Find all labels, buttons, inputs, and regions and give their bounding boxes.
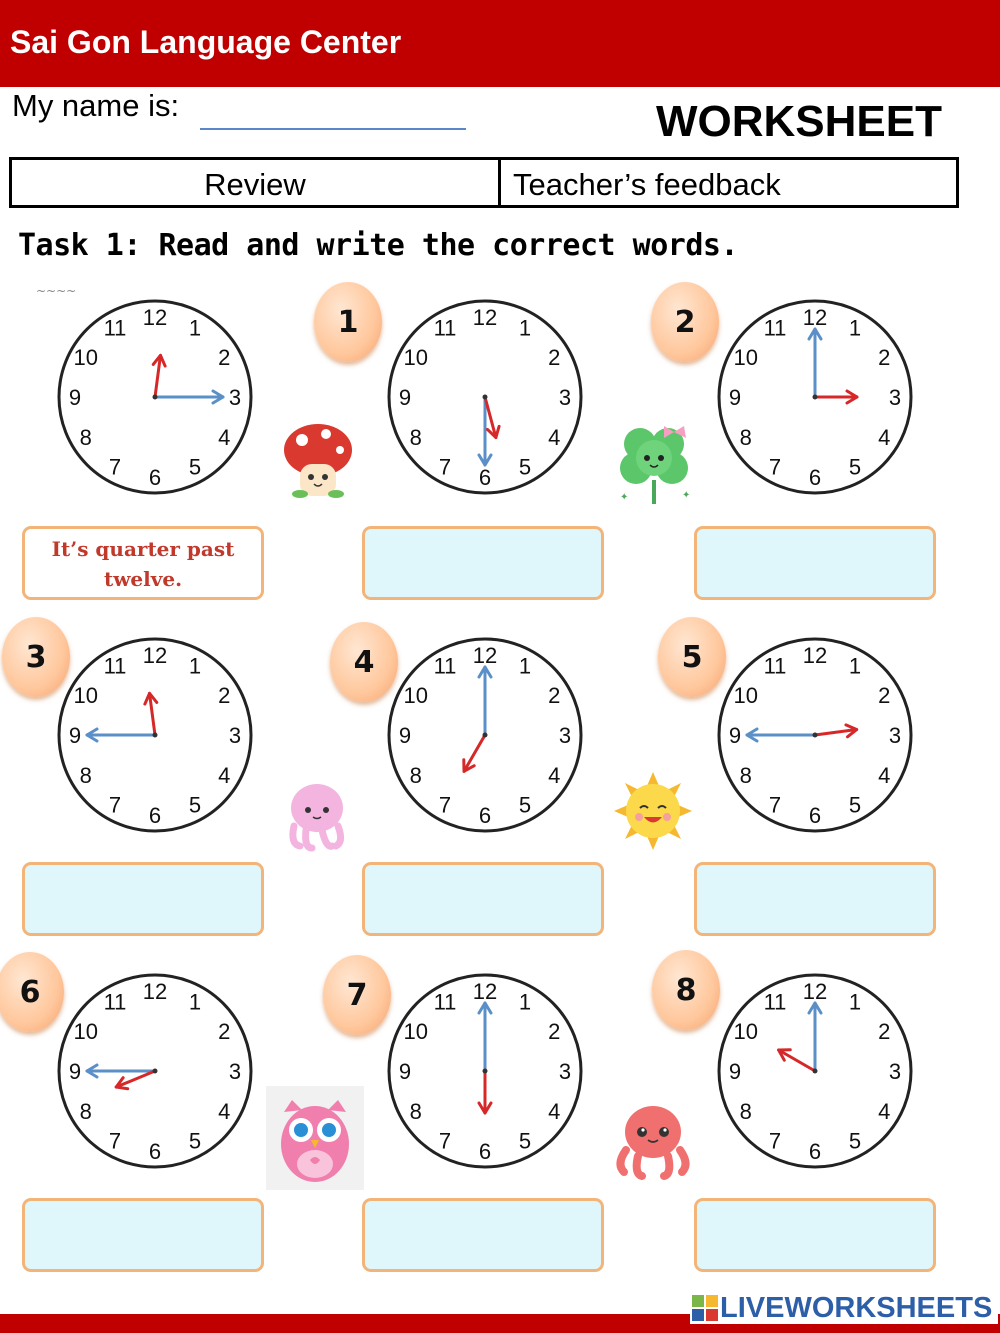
clock-number-4: 4	[878, 425, 891, 450]
clock-number-4: 4	[548, 425, 561, 450]
clock-number-1: 1	[518, 315, 532, 341]
clock-8	[710, 966, 920, 1176]
review-table	[9, 157, 959, 208]
example-line-2: twelve.	[103, 567, 183, 591]
clock-number-8: 8	[739, 425, 752, 450]
feedback-cell: Teacher’s feedback	[513, 167, 781, 202]
clock-number-6: 6	[148, 1139, 162, 1164]
clock-number-6: 6	[808, 465, 822, 490]
clock-center	[153, 395, 158, 400]
name-input-line[interactable]	[200, 128, 466, 130]
clover-icon	[612, 418, 702, 510]
clock-number-2: 2	[218, 1019, 231, 1044]
clock-number-7: 7	[438, 454, 452, 480]
clock-3	[50, 630, 260, 840]
header-title: Sai Gon Language Center	[10, 24, 402, 60]
clock-center	[813, 395, 818, 400]
clock-number-9: 9	[398, 385, 412, 410]
scribble-mark: ~~~~	[36, 284, 77, 298]
clock-number-6: 6	[478, 1139, 492, 1164]
clock-example	[50, 292, 260, 502]
clock-number-6: 6	[808, 1139, 822, 1164]
clock-number-12: 12	[472, 643, 498, 668]
mushroom-icon	[280, 420, 356, 500]
clock-number-12: 12	[472, 979, 498, 1004]
clock-number-5: 5	[848, 792, 862, 818]
clock-number-10: 10	[403, 1019, 428, 1044]
answer-input-7[interactable]	[362, 1198, 604, 1272]
clock-number-9: 9	[728, 1059, 742, 1084]
svg-text:✦: ✦	[620, 492, 629, 503]
clock-number-4: 4	[218, 425, 231, 450]
answer-input-4[interactable]	[362, 862, 604, 936]
example-line-1: It’s quarter past	[51, 537, 235, 561]
badge-3: 3	[2, 617, 70, 697]
clock-number-8: 8	[79, 1099, 92, 1124]
clock-number-1: 1	[518, 653, 532, 679]
clock-number-4: 4	[878, 1099, 891, 1124]
clock-center	[813, 1069, 818, 1074]
clock-number-7: 7	[438, 792, 452, 818]
octopus-pink-icon	[282, 780, 352, 852]
clock-number-10: 10	[73, 683, 98, 708]
clock-number-5: 5	[188, 1128, 202, 1154]
answer-input-3[interactable]	[22, 862, 264, 936]
clock-number-5: 5	[188, 792, 202, 818]
clock-number-7: 7	[768, 454, 782, 480]
clock-number-11: 11	[103, 653, 127, 679]
answer-input-8[interactable]	[694, 1198, 936, 1272]
clock-number-7: 7	[768, 1128, 782, 1154]
clock-number-5: 5	[848, 454, 862, 480]
clock-number-12: 12	[142, 979, 168, 1004]
clock-number-9: 9	[68, 723, 82, 748]
clock-number-5: 5	[848, 1128, 862, 1154]
name-label: My name is:	[12, 88, 180, 123]
clock-number-10: 10	[73, 345, 98, 370]
clock-number-8: 8	[739, 1099, 752, 1124]
badge-6: 6	[0, 952, 64, 1032]
clock-number-8: 8	[409, 763, 422, 788]
clock-number-3: 3	[558, 723, 572, 748]
clock-number-3: 3	[888, 385, 902, 410]
clock-number-6: 6	[148, 465, 162, 490]
clock-number-9: 9	[728, 385, 742, 410]
clock-number-2: 2	[878, 345, 891, 370]
clock-number-11: 11	[433, 315, 457, 341]
badge-5: 5	[658, 617, 726, 697]
liveworksheets-logo-icon	[692, 1295, 718, 1321]
badge-1: 1	[314, 282, 382, 362]
clock-number-5: 5	[518, 792, 532, 818]
clock-6	[50, 966, 260, 1176]
clock-number-1: 1	[848, 653, 862, 679]
clock-number-5: 5	[518, 454, 532, 480]
clock-number-12: 12	[142, 643, 168, 668]
clock-center	[153, 1069, 158, 1074]
clock-number-3: 3	[888, 723, 902, 748]
answer-example	[22, 526, 264, 600]
clock-number-5: 5	[188, 454, 202, 480]
clock-number-2: 2	[218, 683, 231, 708]
clock-number-10: 10	[403, 683, 428, 708]
clock-number-12: 12	[472, 305, 498, 330]
octopus-red-icon	[612, 1102, 694, 1182]
clock-number-3: 3	[558, 1059, 572, 1084]
clock-number-8: 8	[409, 1099, 422, 1124]
clock-number-3: 3	[228, 1059, 242, 1084]
clock-number-1: 1	[188, 315, 202, 341]
clock-number-11: 11	[103, 989, 127, 1015]
clock-number-2: 2	[548, 683, 561, 708]
clock-number-2: 2	[548, 1019, 561, 1044]
clock-number-3: 3	[228, 385, 242, 410]
answer-input-2[interactable]	[694, 526, 936, 600]
clock-number-2: 2	[218, 345, 231, 370]
clock-number-3: 3	[228, 723, 242, 748]
clock-number-4: 4	[548, 763, 561, 788]
answer-input-5[interactable]	[694, 862, 936, 936]
clock-number-6: 6	[148, 803, 162, 828]
clock-center	[483, 733, 488, 738]
clock-number-9: 9	[398, 1059, 412, 1084]
clock-number-5: 5	[518, 1128, 532, 1154]
clock-1	[380, 292, 590, 502]
clock-number-4: 4	[218, 763, 231, 788]
clock-number-12: 12	[142, 305, 168, 330]
clock-number-8: 8	[409, 425, 422, 450]
clock-center	[153, 733, 158, 738]
svg-text:✦: ✦	[682, 490, 691, 501]
clock-number-11: 11	[103, 315, 127, 341]
answer-input-6[interactable]	[22, 1198, 264, 1272]
clock-number-4: 4	[548, 1099, 561, 1124]
liveworksheets-logo[interactable]	[690, 1292, 998, 1324]
clock-number-10: 10	[733, 345, 758, 370]
clock-number-11: 11	[433, 989, 457, 1015]
clock-number-6: 6	[478, 465, 492, 490]
clock-5	[710, 630, 920, 840]
clock-number-7: 7	[108, 792, 122, 818]
clock-number-2: 2	[878, 683, 891, 708]
worksheet-title: WORKSHEET	[656, 97, 942, 146]
clock-number-10: 10	[733, 1019, 758, 1044]
clock-number-11: 11	[433, 653, 457, 679]
clock-number-3: 3	[888, 1059, 902, 1084]
clock-2	[710, 292, 920, 502]
clock-number-9: 9	[728, 723, 742, 748]
owl-icon	[266, 1086, 364, 1190]
clock-number-1: 1	[848, 315, 862, 341]
header-bar	[0, 0, 1000, 87]
task-title: Task 1: Read and write the correct words.	[18, 228, 739, 263]
answer-input-1[interactable]	[362, 526, 604, 600]
clock-number-8: 8	[739, 763, 752, 788]
clock-number-8: 8	[79, 763, 92, 788]
clock-number-6: 6	[808, 803, 822, 828]
liveworksheets-logo-text: LIVEWORKSHEETS	[720, 1291, 993, 1324]
clock-number-10: 10	[733, 683, 758, 708]
clock-number-1: 1	[518, 989, 532, 1015]
badge-4: 4	[330, 622, 398, 702]
clock-number-8: 8	[79, 425, 92, 450]
clock-number-10: 10	[73, 1019, 98, 1044]
review-cell: Review	[12, 160, 501, 205]
clock-center	[813, 733, 818, 738]
clock-number-12: 12	[802, 305, 828, 330]
clock-number-7: 7	[438, 1128, 452, 1154]
clock-number-9: 9	[398, 723, 412, 748]
clock-number-11: 11	[763, 653, 787, 679]
clock-number-12: 12	[802, 979, 828, 1004]
clock-number-1: 1	[188, 653, 202, 679]
clock-number-2: 2	[878, 1019, 891, 1044]
clock-number-7: 7	[768, 792, 782, 818]
clock-4	[380, 630, 590, 840]
badge-7: 7	[323, 955, 391, 1035]
badge-8: 8	[652, 950, 720, 1030]
clock-number-7: 7	[108, 1128, 122, 1154]
clock-number-4: 4	[218, 1099, 231, 1124]
clock-number-11: 11	[763, 315, 787, 341]
clock-number-2: 2	[548, 345, 561, 370]
clock-number-1: 1	[188, 989, 202, 1015]
clock-number-12: 12	[802, 643, 828, 668]
clock-7	[380, 966, 590, 1176]
clock-number-10: 10	[403, 345, 428, 370]
badge-2: 2	[651, 282, 719, 362]
clock-center	[483, 395, 488, 400]
clock-number-7: 7	[108, 454, 122, 480]
clock-number-9: 9	[68, 1059, 82, 1084]
clock-number-9: 9	[68, 385, 82, 410]
clock-number-4: 4	[878, 763, 891, 788]
clock-center	[483, 1069, 488, 1074]
clock-number-1: 1	[848, 989, 862, 1015]
clock-number-11: 11	[763, 989, 787, 1015]
clock-number-3: 3	[558, 385, 572, 410]
sun-icon	[612, 770, 694, 852]
clock-number-6: 6	[478, 803, 492, 828]
